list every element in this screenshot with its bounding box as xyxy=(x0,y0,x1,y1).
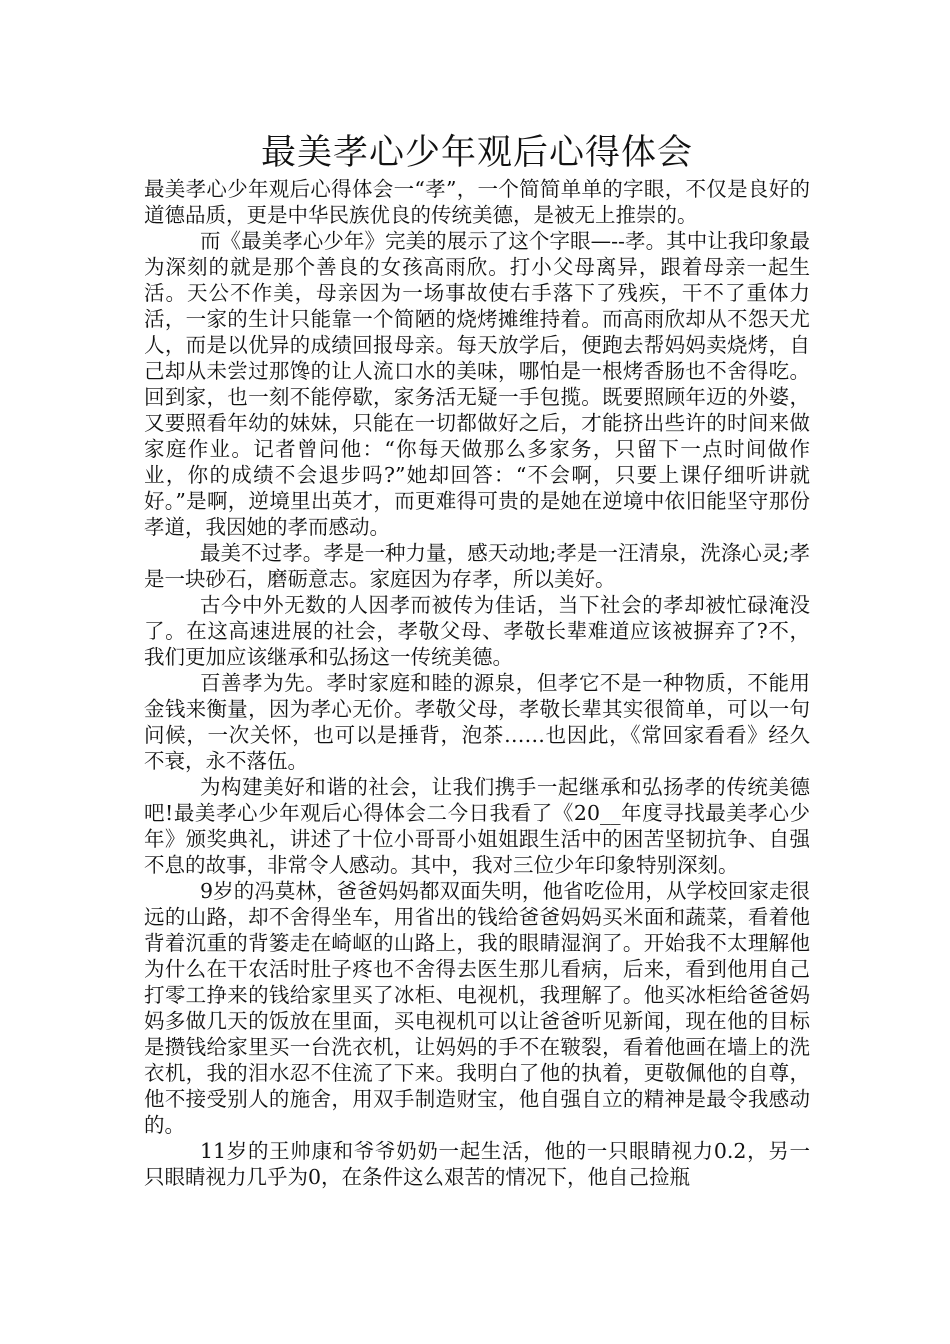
paragraph-8: 11岁的王帅康和爷爷奶奶一起生活，他的一只眼睛视力0.2，另一只眼睛视力几乎为0，在条件这么艰苦的情况下，他自己捡瓶 xyxy=(144,1139,810,1189)
paragraph-7: 9岁的冯莫林，爸爸妈妈都双面失明，他省吃俭用，从学校回家走很远的山路，却不舍得坐车，用省出的钱给爸爸妈妈买米面和蔬菜，看着他背着沉重的背篓走在崎岖的山路上，我的眼睛湿润了。开始我不太理解他为什么在干农活时肚子疼也不舍得去医生那儿看病，后来，看到他用自己打零工挣来的钱给家里买了冰柜、电视机，我理解了。他买冰柜给爸爸妈妈多做几天的饭放在里面，买电视机可以让爸爸听见新闻，现在他的目标是攒钱给家里买一台洗衣机，让妈妈的手不在皲裂，看着他画在墙上的洗衣机，我的泪水忍不住流了下来。我明白了他的执着，更敬佩他的自尊，他不接受别人的施舍，用双手制造财宝，他自强自立的精神是最令我感动的。 xyxy=(144,879,810,1137)
paragraph-3: 最美不过孝。孝是一种力量，感天动地;孝是一汪清泉，洗涤心灵;孝是一块砂石，磨砺意志。家庭因为存孝，所以美好。 xyxy=(144,541,810,591)
paragraph-4: 古今中外无数的人因孝而被传为佳话，当下社会的孝却被忙碌淹没了。在这高速进展的社会，孝敬父母、孝敬长辈难道应该被摒弃了?不，我们更加应该继承和弘扬这一传统美德。 xyxy=(144,593,810,669)
document-page xyxy=(144,128,810,1190)
paragraph-1: 最美孝心少年观后心得体会一“孝”，一个简简单单的字眼，不仅是良好的道德品质，更是中华民族优良的传统美德，是被无上推崇的。 xyxy=(144,177,810,227)
paragraph-2: 而《最美孝心少年》完美的展示了这个字眼—--孝。其中让我印象最为深刻的就是那个善良的女孩高雨欣。打小父母离异，跟着母亲一起生活。天公不作美，母亲因为一场事故使右手落下了残疾，干不了重体力活，一家的生计只能靠一个简陋的烧烤摊维持着。而高雨欣却从不怨天尤人，而是以优异的成绩回报母亲。每天放学后，便跑去帮妈妈卖烧烤，自己却从未尝过那馋的让人流口水的美味，哪怕是一根烤香肠也不舍得吃。回到家，也一刻不能停歇，家务活无疑一手包揽。既要照顾年迈的外婆，又要照看年幼的妹妹，只能在一切都做好之后，才能挤出些许的时间来做家庭作业。记者曾问他：“你每天做那么多家务，只留下一点时间做作业，你的成绩不会退步吗?”她却回答：“不会啊，只要上课仔细听讲就好。”是啊，逆境里出英才，而更难得可贵的是她在逆境中依旧能坚守那份孝道，我因她的孝而感动。 xyxy=(144,229,810,539)
document-title: 最美孝心少年观后心得体会 xyxy=(260,133,693,173)
paragraph-6: 为构建美好和谐的社会，让我们携手一起继承和弘扬孝的传统美德吧!最美孝心少年观后心得体会二今日我看了《20__年度寻找最美孝心少年》颁奖典礼，讲述了十位小哥哥小姐姐跟生活中的困苦坚韧抗争、自强不息的故事，非常令人感动。其中，我对三位少年印象特别深刻。 xyxy=(144,775,810,877)
paragraph-5: 百善孝为先。孝时家庭和睦的源泉，但孝它不是一种物质，不能用金钱来衡量，因为孝心无价。孝敬父母，孝敬长辈其实很简单，可以一句问候，一次关怀，也可以是捶背，泡茶……也因此，《常回家看看》经久不衰，永不落伍。 xyxy=(144,671,810,773)
